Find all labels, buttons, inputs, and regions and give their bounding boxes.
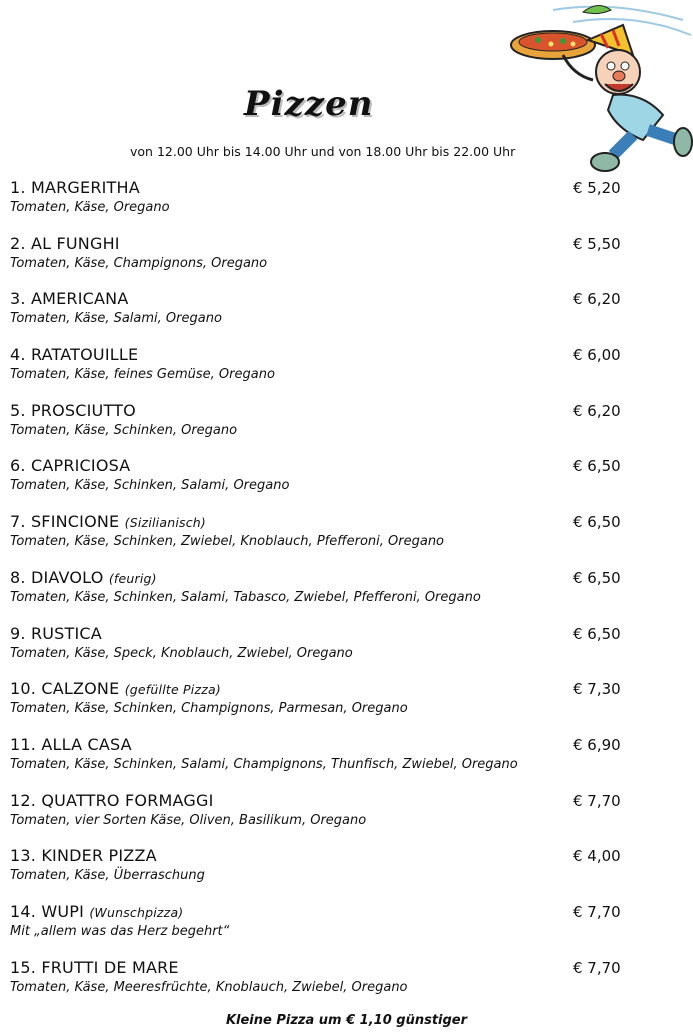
item-description: Tomaten, Käse, Schinken, Salami, Tabasco, Zwiebel, Pfefferoni, Oregano (10, 589, 481, 605)
menu-item (10, 735, 650, 791)
menu-item (10, 345, 650, 401)
menu-item (10, 512, 650, 568)
item-description: Tomaten, Käse, Meeresfrüchte, Knoblauch, Zwiebel, Oregano (10, 979, 408, 995)
item-note: (Sizilianisch) (124, 515, 206, 531)
item-description: Tomaten, Käse, Salami, Oregano (10, 311, 222, 327)
item-name: 15. FRUTTI DE MARE (10, 957, 179, 977)
item-note: (Wunschpizza) (89, 904, 184, 920)
item-description: Tomaten, vier Sorten Käse, Oliven, Basilikum, Oregano (10, 812, 367, 828)
item-note: (feurig) (108, 570, 157, 586)
menu-item (10, 178, 650, 234)
menu-item (10, 846, 650, 902)
page-title: Pizzen (244, 84, 374, 124)
item-price: € 6,90 (573, 735, 621, 754)
item-price: € 7,70 (573, 902, 621, 921)
opening-hours: von 12.00 Uhr bis 14.00 Uhr und von 18.00 Uhr bis 22.00 Uhr (130, 144, 516, 159)
item-price: € 6,50 (573, 624, 621, 643)
item-name: 3. AMERICANA (10, 289, 129, 309)
item-name: 14. WUPI (10, 901, 85, 921)
item-name: 11. ALLA CASA (10, 734, 132, 754)
item-price: € 6,20 (573, 401, 621, 420)
menu-item (10, 289, 650, 345)
item-name: 8. DIAVOLO (10, 567, 104, 587)
item-description: Tomaten, Käse, Schinken, Salami, Oregano (10, 478, 290, 494)
item-description: Tomaten, Käse, Überraschung (10, 868, 205, 884)
item-name: 13. KINDER PIZZA (10, 846, 157, 866)
item-name: 6. CAPRICIOSA (10, 456, 131, 476)
item-name: 4. RATATOUILLE (10, 345, 139, 365)
item-price: € 7,70 (573, 958, 621, 977)
footer-note: Kleine Pizza um € 1,10 günstiger (225, 1013, 468, 1028)
item-price: € 4,00 (573, 847, 621, 866)
menu-item (10, 401, 650, 457)
item-description: Tomaten, Käse, Schinken, Oregano (10, 422, 238, 438)
menu-item (10, 568, 650, 624)
item-name: 2. AL FUNGHI (10, 233, 120, 253)
item-price: € 6,00 (573, 346, 621, 365)
item-price: € 6,50 (573, 513, 621, 532)
item-description: Tomaten, Käse, Oregano (10, 200, 170, 215)
item-price: € 5,20 (573, 179, 621, 197)
item-note: (gefüllte Pizza) (124, 682, 221, 698)
item-description: Tomaten, Käse, Schinken, Salami, Champignons, Thunfisch, Zwiebel, Oregano (10, 756, 518, 772)
item-description: Tomaten, Käse, Schinken, Champignons, Parmesan, Oregano (10, 701, 408, 717)
menu-item (10, 791, 650, 847)
item-price: € 6,50 (573, 457, 621, 476)
menu-item (10, 234, 650, 290)
item-price: € 7,30 (573, 680, 621, 699)
item-description: Tomaten, Käse, Schinken, Zwiebel, Knoblauch, Pfefferoni, Oregano (10, 534, 445, 550)
menu-item (10, 624, 650, 680)
item-name: 1. MARGERITHA (10, 178, 140, 197)
menu-item (10, 958, 650, 1014)
pizza-chef-mascot-illustration (493, 0, 693, 185)
pizza-menu-list (10, 178, 650, 1013)
item-price: € 5,50 (573, 234, 621, 253)
item-price: € 6,50 (573, 568, 621, 587)
item-price: € 6,20 (573, 290, 621, 309)
item-name: 7. SFINCIONE (10, 512, 120, 532)
menu-item (10, 902, 650, 958)
menu-item (10, 456, 650, 512)
item-price: € 7,70 (573, 791, 621, 810)
item-description: Mit „allem was das Herz begehrt“ (10, 923, 230, 939)
item-name: 12. QUATTRO FORMAGGI (10, 790, 214, 810)
item-name: 9. RUSTICA (10, 623, 102, 643)
menu-item (10, 679, 650, 735)
item-description: Tomaten, Käse, Speck, Knoblauch, Zwiebel, Oregano (10, 645, 353, 661)
item-description: Tomaten, Käse, feines Gemüse, Oregano (10, 367, 275, 383)
item-name: 10. CALZONE (10, 679, 120, 699)
item-name: 5. PROSCIUTTO (10, 400, 136, 420)
item-description: Tomaten, Käse, Champignons, Oregano (10, 255, 268, 271)
